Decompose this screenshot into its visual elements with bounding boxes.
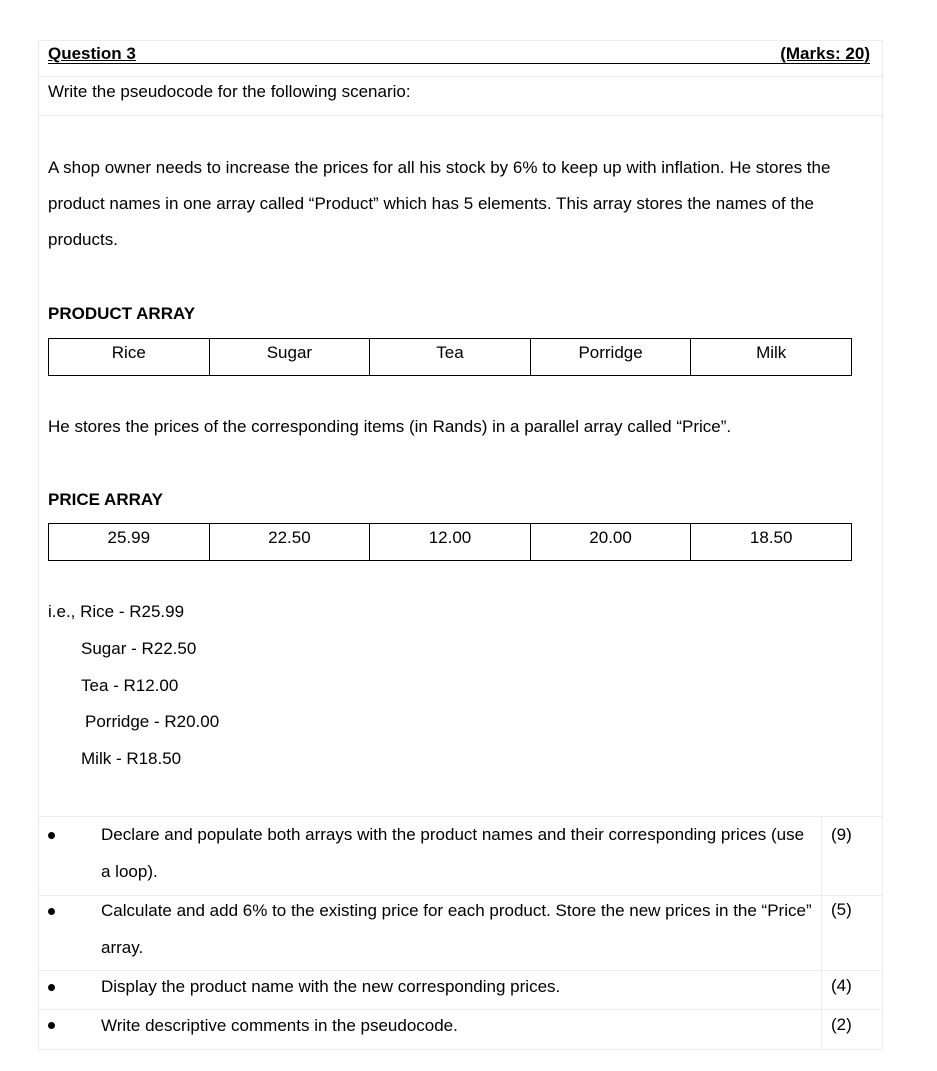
task-item: Write descriptive comments in the pseudocode. xyxy=(101,1016,458,1035)
example-line: Porridge - R20.00 xyxy=(85,712,220,731)
task-marks: (9) xyxy=(831,825,852,844)
task-item: Calculate and add 6% to the existing price for each product. Store the new prices in the “Price” array. xyxy=(101,901,812,957)
question-heading xyxy=(48,44,870,64)
product-array-label: PRODUCT ARRAY xyxy=(48,304,196,323)
product-cell: Tea xyxy=(370,339,531,376)
product-cell: Rice xyxy=(49,339,210,376)
instruction: Write the pseudocode for the following scenario: xyxy=(48,82,411,101)
example-line: i.e., Rice - R25.99 xyxy=(48,602,185,621)
product-cell: Porridge xyxy=(530,339,691,376)
task-item: Declare and populate both arrays with the product names and their corresponding prices (use a loop). xyxy=(101,825,805,881)
marks-column-divider xyxy=(821,816,822,1050)
example-line: Tea - R12.00 xyxy=(81,676,179,695)
product-cell: Sugar xyxy=(209,339,370,376)
price-array-label: PRICE ARRAY xyxy=(48,490,163,509)
price-cell: 12.00 xyxy=(370,524,531,561)
price-cell: 22.50 xyxy=(209,524,370,561)
price-cell: 20.00 xyxy=(530,524,691,561)
price-cell: 25.99 xyxy=(49,524,210,561)
example-line: Sugar - R22.50 xyxy=(81,639,197,658)
product-cell: Milk xyxy=(691,339,852,376)
bullet-icon xyxy=(48,1022,55,1029)
question-marks: (Marks: 20) xyxy=(780,44,870,63)
task-marks: (4) xyxy=(831,976,852,995)
frame-divider xyxy=(38,115,883,116)
example-line: Milk - R18.50 xyxy=(81,749,182,768)
product-array-table xyxy=(48,338,852,376)
task-item: Display the product name with the new corresponding prices. xyxy=(101,977,561,996)
task-marks: (2) xyxy=(831,1015,852,1034)
question-title: Question 3 xyxy=(48,44,136,63)
bullet-icon xyxy=(48,908,55,915)
price-array-table xyxy=(48,523,852,561)
price-cell: 18.50 xyxy=(691,524,852,561)
task-marks: (5) xyxy=(831,900,852,919)
bullet-icon xyxy=(48,832,55,839)
price-intro: He stores the prices of the corresponding items (in Rands) in a parallel array called “Price”. xyxy=(48,417,732,436)
bullet-icon xyxy=(48,984,55,991)
scenario-paragraph: A shop owner needs to increase the prices for all his stock by 6% to keep up with inflation. He stores the product names in one array called “Product” which has 5 elements. This array stores the names of the products. xyxy=(48,158,831,249)
frame-divider xyxy=(38,76,883,77)
